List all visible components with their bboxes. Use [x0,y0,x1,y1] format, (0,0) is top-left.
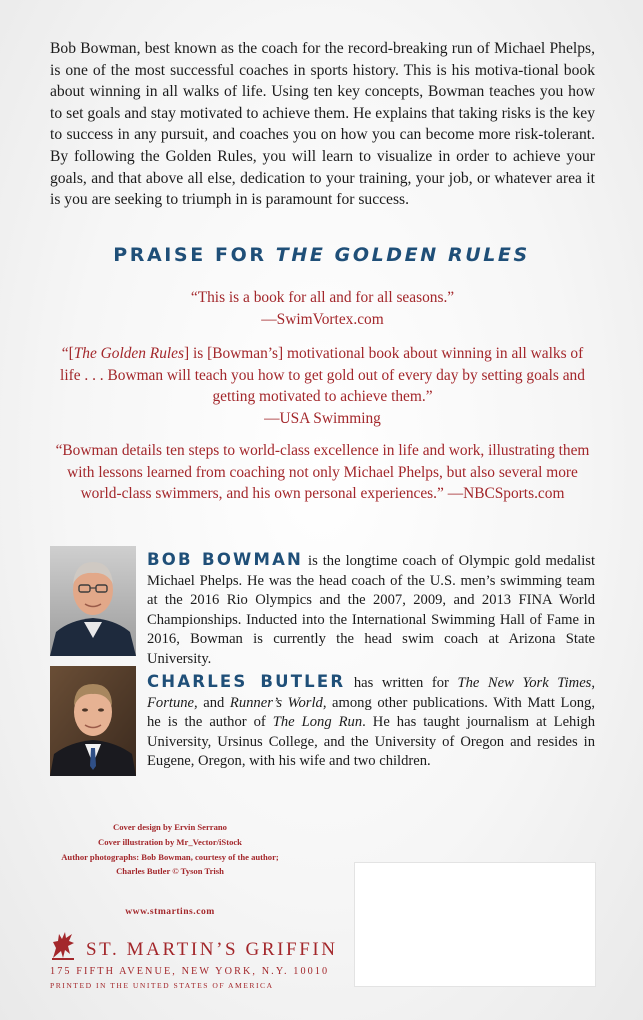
author-name: CHARLES BUTLER [147,672,346,691]
author-bio-text: is the longtime coach of Olympic gold medalist Michael Phelps. He was the head coach of the U.S. men’s swimming team at the 2016 Rio Olympics and the 2007, 2009, and 2013 FINA World Championships. Inducted into the International Swimming Hall of Fame in 2016, Bowman is currently the head swim coach at Arizona State University. [147,553,595,667]
praise-quote-nbcsports: “Bowman details ten steps to world-class excellence in life and work, illustrating them with lessons learned from coaching not only Michael Phelps, but also several more world-class swimmers, and his own personal experiences.” —NBCSports.com [55,442,590,502]
quote-book-title: The Golden Rules [73,345,184,362]
back-cover-blurb: Bob Bowman, best known as the coach for the record-breaking run of Michael Phelps, is one of the most successful coaches in sports history. This is his motiva-tional book about winning in all walks of life. Using ten key concepts, Bowman teaches you how to set goals and stay motivated to achieve them. He explains that taking risks is the key to success in any pursuit, and coaches you on how you can become more risk-tolerant. By following the Golden Rules, you will learn to visualize in order to achieve your goals, and that above all else, dedication to your training, your job, or whatever area it is you are seeking to triumph in is paramount for success. [50,40,595,209]
author-photo-charles-butler [50,666,136,776]
praise-quote-usa-swimming [50,343,595,429]
griffin-logo-icon [50,928,76,962]
quote-body: ] is [Bowman’s] motivational book about winning in all walks of life . . . Bowman will teach you how to get gold out of every day by setting goals and getting motivated to achieve them.” [60,345,585,405]
cover-credits [50,820,290,879]
barcode-area [354,862,596,987]
printed-in-usa: PRINTED IN THE UNITED STATES OF AMERICA [50,981,274,990]
credit-photos-line2: Charles Butler © Tyson Trish [116,866,224,877]
author-photo-bob-bowman [50,546,136,656]
author-bio-text: has written for [345,675,458,691]
book-title: The Long Run [272,714,363,731]
author-bio-text: , and [194,694,230,711]
author-bio-text: , [591,675,596,691]
author-bio-text: , among other publications. With Matt Long, he is the author of [147,694,595,731]
quote-text [50,343,595,408]
publication-title: Runner’s World [229,694,323,711]
praise-quote-swimvortex [50,287,595,330]
quote-open: “[ [61,345,74,362]
publisher-url: www.stmartins.com [125,906,215,917]
credit-photos-line1: Author photographs: Bob Bowman, courtesy of the author; [61,851,279,862]
credit-cover-illustration: Cover illustration by Mr_Vector/iStock [98,836,242,847]
credit-cover-design: Cover design by Ervin Serrano [113,822,227,832]
publisher-address: 175 FIFTH AVENUE, NEW YORK, N.Y. 10010 [50,966,330,977]
praise-heading-title: THE GOLDEN RULES [275,244,530,266]
author-name: BOB BOWMAN [147,550,304,569]
author-bio-charles-butler [147,672,595,772]
quote-source: —USA Swimming [264,409,381,427]
quote-text: “This is a book for all and for all seasons.” [190,289,455,306]
author-bio-text: . He has taught journalism at Lehigh University, Ursinus College, and the University of Oregon and resides in Eugene, Oregon, with his wife and two children. [147,714,596,770]
publisher-name: ST. MARTIN’S GRIFFIN [86,939,338,960]
publication-title: Fortune [147,694,195,711]
author-bio-bob-bowman [147,550,595,670]
quote-source: —SwimVortex.com [261,310,384,328]
praise-heading-prefix: PRAISE FOR [113,244,276,266]
publication-title: The New York Times [457,675,592,691]
praise-heading [0,244,643,266]
